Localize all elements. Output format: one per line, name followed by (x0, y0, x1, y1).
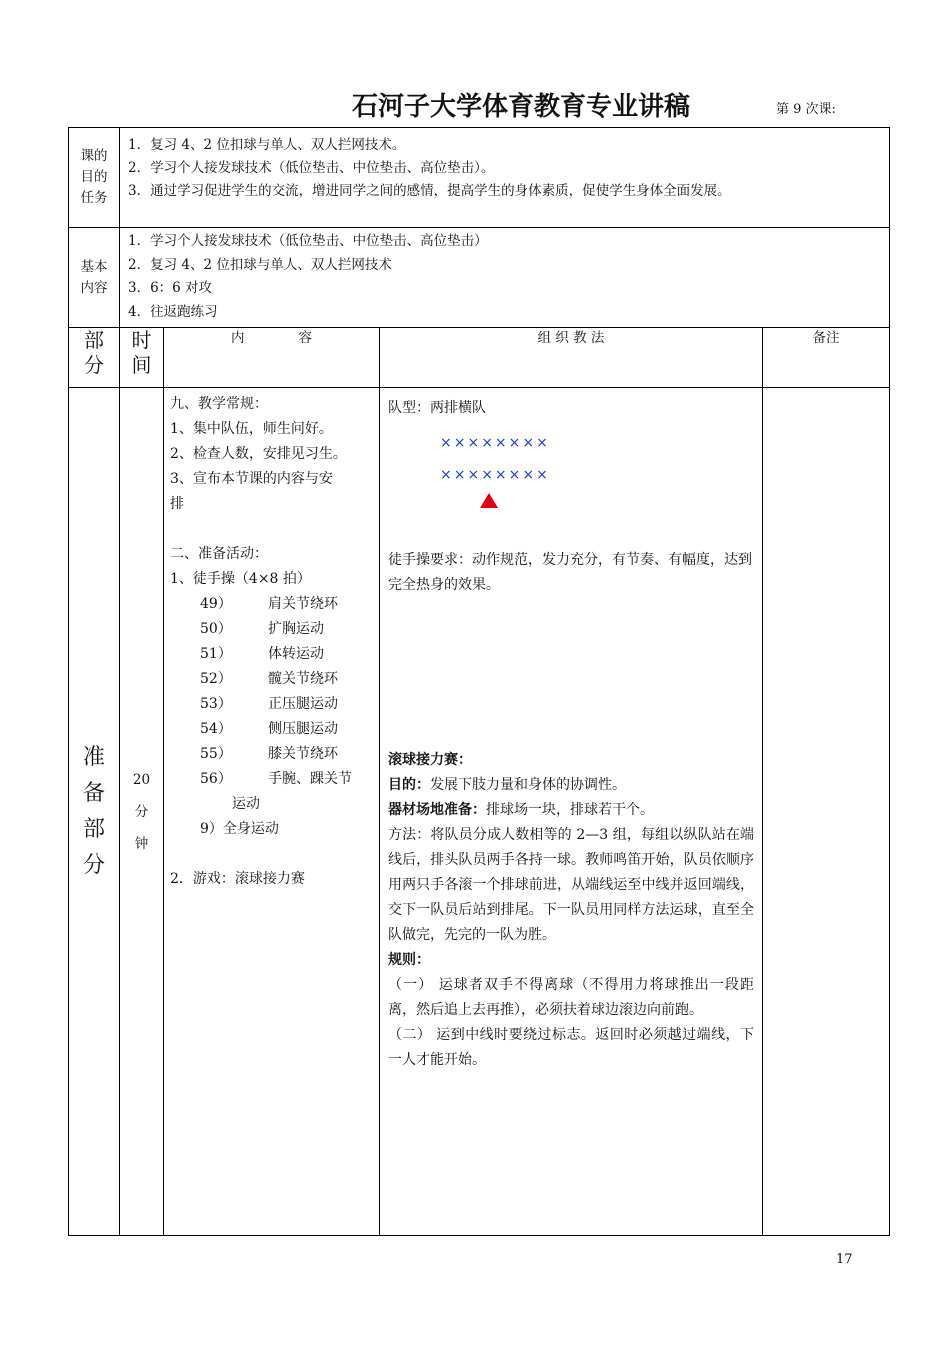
basic-item: 3．6：6 对攻 (128, 280, 213, 296)
goals-list (120, 128, 890, 228)
routine-title: 九、教学常规： (170, 396, 268, 412)
exercise-item: 54） 侧压腿运动 (200, 721, 338, 737)
exercise-item: 52） 髋关节绕环 (200, 671, 338, 687)
exercise-item: 55） 膝关节绕环 (200, 746, 338, 762)
header-part: 部 分 (69, 328, 120, 388)
purpose-line: 目的：发展下肢力量和身体的协调性。 (388, 777, 626, 793)
warmup-title: 二、准备活动： (170, 546, 268, 562)
routine-item: 1、集中队伍，师生问好。 (170, 421, 333, 437)
section-part: 准 备 部 分 (69, 388, 120, 1236)
prep-section-row (69, 388, 890, 1236)
goals-label: 课的 目的 任务 (69, 128, 120, 228)
routine-item: 2、检查人数，安排见习生。 (170, 446, 347, 462)
rule-1: （一） 运球者双手不得离球（不得用力将球推出一段距离，然后追上去再推），必须扶着球边滚边向前跑。 (388, 977, 754, 1018)
formation-row-1: ×××××××× (440, 435, 550, 451)
exercise-item: 51） 体转运动 (200, 646, 324, 662)
section-method (380, 388, 763, 1236)
lesson-number: 第 9 次课: (776, 102, 836, 117)
basic-content-list (120, 228, 890, 328)
goal-item: 2．学习个人接发球技术（低位垫击、中位垫击、高位垫击）。 (128, 160, 495, 176)
exercise-cont: 运动 (232, 796, 260, 812)
exercise-last: 9）全身运动 (200, 821, 279, 837)
basic-item: 1．学习个人接发球技术（低位垫击、中位垫击、高位垫击） (128, 233, 488, 249)
header-method: 组 织 教 法 (380, 328, 763, 388)
goals-row (69, 128, 890, 228)
exercise-requirement: 徒手操要求：动作规范，发力充分，有节奏、有幅度，达到完全热身的效果。 (388, 552, 752, 593)
column-header-row (69, 328, 890, 388)
routine-item: 排 (170, 496, 184, 512)
page-number: 17 (836, 1252, 853, 1267)
basic-content-row (69, 228, 890, 328)
warmup-sub: 1、徒手操（4×8 拍） (170, 571, 311, 587)
section-content (164, 388, 380, 1236)
teacher-triangle-icon (480, 493, 498, 508)
exercise-item: 56） 手腕、踝关节 (200, 771, 352, 787)
lesson-plan-table (68, 127, 890, 1236)
routine-item: 3、宣布本节课的内容与安 (170, 471, 333, 487)
game-item: 2．游戏：滚球接力赛 (170, 871, 305, 887)
document-title: 石河子大学体育教育专业讲稿 (352, 92, 691, 122)
header-content: 内 容 (164, 328, 380, 388)
exercise-item: 50） 扩胸运动 (200, 621, 324, 637)
header-time: 时 间 (120, 328, 164, 388)
equipment-line: 器材场地准备：排球场一块，排球若干个。 (388, 802, 654, 818)
basic-item: 4．往返跑练习 (128, 303, 218, 320)
section-remark (763, 388, 890, 1236)
header-remark: 备注 (763, 328, 890, 388)
basic-content-label: 基本 内容 (69, 228, 120, 328)
exercise-item: 53） 正压腿运动 (200, 696, 338, 712)
goal-item: 3．通过学习促进学生的交流，增进同学之间的感情，提高学生的身体素质，促使学生身体全面发展。 (128, 183, 731, 199)
section-time: 20 分 钟 (120, 388, 164, 1236)
rules-title: 规则： (388, 952, 430, 968)
exercise-item: 49） 肩关节绕环 (200, 596, 338, 612)
method-text: 方法：将队员分成人数相等的 2—3 组，每组以纵队站在端线后，排头队员两手各持一球。教师鸣笛开始，队员依顺序用两只手各滚一个排球前进，从端线运至中线并返回端线，交下一队员后站到排尾。下一队员用同样方法运球，直至全队做完，先完的一队为胜。 (388, 827, 754, 943)
game-title: 滚球接力赛： (388, 752, 472, 768)
formation-row-2: ×××××××× (440, 467, 550, 483)
rule-2: （二） 运到中线时要绕过标志。返回时必须越过端线，下一人才能开始。 (388, 1027, 754, 1068)
basic-item: 2．复习 4、2 位扣球与单人、双人拦网技术 (128, 256, 392, 273)
goal-item: 1．复习 4、2 位扣球与单人、双人拦网技术。 (128, 137, 406, 153)
formation-text: 队型：两排横队 (388, 400, 486, 416)
